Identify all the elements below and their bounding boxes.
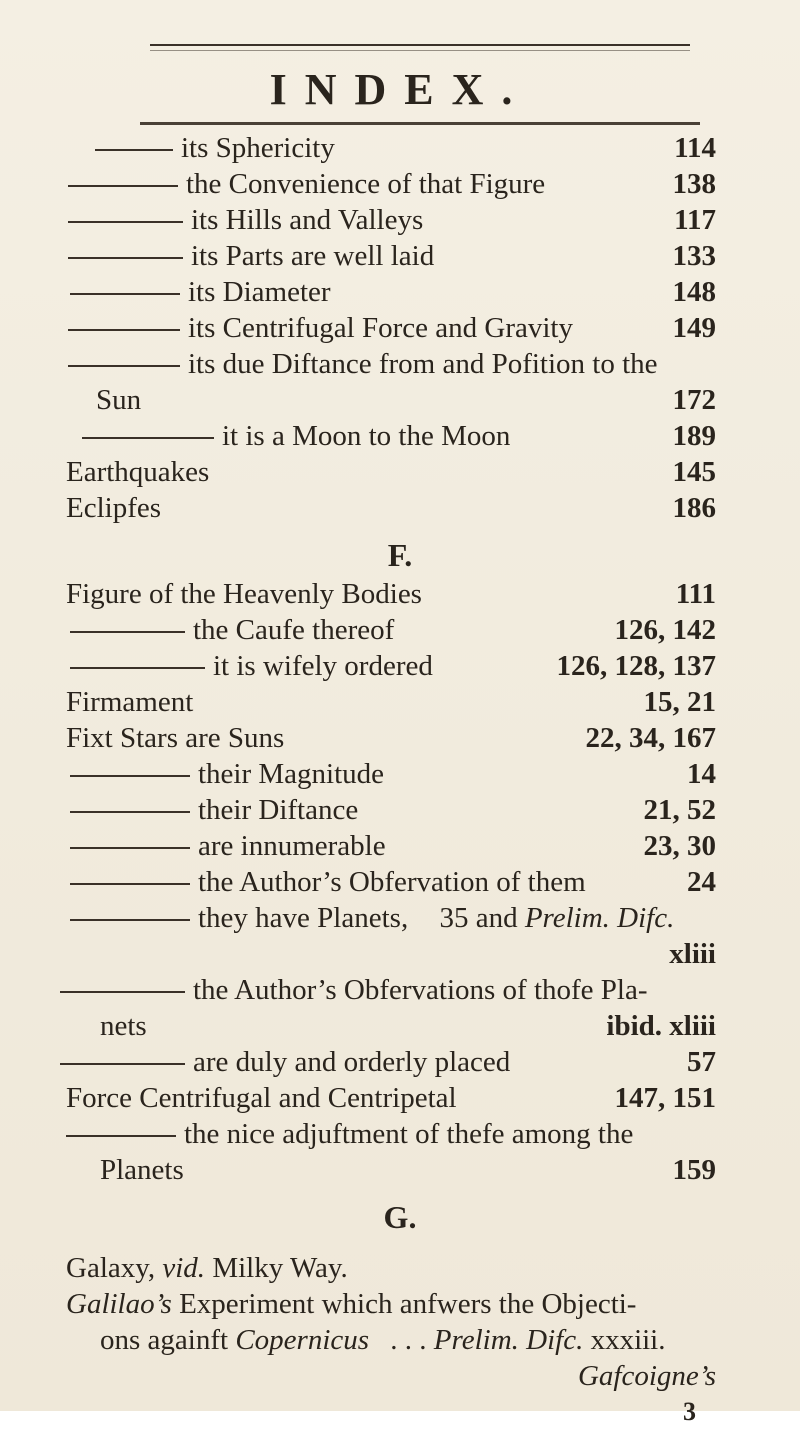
index-entry-continuation: Planets 159 (100, 1154, 716, 1186)
section-letter-f: F. (387, 537, 413, 573)
top-rule-thin (150, 50, 690, 51)
index-entry: its Centrifugal Force and Gravity 149 (0, 310, 800, 346)
index-entry: Force Centrifugal and Centripetal 147, 151 (66, 1082, 716, 1114)
ditto-dash (70, 293, 180, 295)
index-entry: their Diftance 21, 52 (0, 792, 800, 828)
index-entry: the Author’s Obfervation of them 24 (0, 864, 800, 900)
index-entry: it is a Moon to the Moon 189 (0, 418, 800, 454)
header-rule (140, 122, 700, 125)
signature-mark: 3 (683, 1397, 696, 1426)
index-entries (0, 130, 800, 1430)
ditto-dash (68, 257, 183, 259)
index-entry: its Sphericity 114 (0, 130, 800, 166)
ditto-dash (70, 919, 190, 921)
index-entry: Galaxy, vid. Milky Way. (66, 1252, 348, 1284)
index-entry-continuation: Sun 172 (96, 384, 716, 416)
index-entry: Firmament 15, 21 (66, 686, 716, 718)
index-entry: their Magnitude 14 (0, 756, 800, 792)
top-rule (150, 44, 690, 46)
ditto-dash (66, 1135, 176, 1137)
ditto-dash (60, 991, 185, 993)
index-entry: they have Planets, 35 and Prelim. Difc. (0, 900, 800, 936)
ditto-dash (95, 149, 173, 151)
index-entry: Figure of the Heavenly Bodies 111 (66, 578, 716, 610)
index-entry: the Caufe thereof 126, 142 (0, 612, 800, 648)
ditto-dash (70, 811, 190, 813)
ditto-dash (70, 775, 190, 777)
index-entry: its Diameter 148 (0, 274, 800, 310)
ditto-dash (70, 631, 185, 633)
ditto-dash (68, 365, 180, 367)
index-entry: Fixt Stars are Suns 22, 34, 167 (66, 722, 716, 754)
index-entry: the Convenience of that Figure 138 (0, 166, 800, 202)
index-entry: are innumerable 23, 30 (0, 828, 800, 864)
index-entry-continuation: ons againft Copernicus . . . Prelim. Difc. xxxiii. (100, 1324, 666, 1356)
ditto-dash (68, 221, 183, 223)
ditto-dash (70, 883, 190, 885)
index-entry: its Hills and Valleys 117 (0, 202, 800, 238)
index-entry: Galilao’s Experiment which anfwers the Objecti- (66, 1288, 637, 1320)
index-entry: are duly and orderly placed 57 (0, 1044, 800, 1080)
signature-line (0, 1394, 800, 1430)
index-entry: the nice adjuftment of thefe among the (0, 1116, 800, 1152)
ditto-dash (68, 185, 178, 187)
catchword: Gafcoigne’s (577, 1360, 716, 1392)
ditto-dash (60, 1063, 185, 1065)
index-entry-continuation: nets ibid. xliii (100, 1010, 716, 1042)
index-entry: Earthquakes 145 (66, 456, 716, 488)
ditto-dash (70, 847, 190, 849)
index-entry: it is wifely ordered 126, 128, 137 (0, 648, 800, 684)
index-entry: Eclipfes 186 (66, 492, 716, 524)
page-title: INDEX. (269, 65, 531, 114)
ditto-dash (68, 329, 180, 331)
index-entry: its Parts are well laid 133 (0, 238, 800, 274)
index-entry-continuation: xliii (669, 938, 716, 970)
ditto-dash (70, 667, 205, 669)
ditto-dash (82, 437, 214, 439)
catchword-line (0, 1358, 800, 1394)
section-letter-g: G. (383, 1199, 417, 1235)
index-entry: its due Diftance from and Pofition to the (0, 346, 800, 382)
index-entry: the Author’s Obfervations of thofe Pla- (0, 972, 800, 1008)
